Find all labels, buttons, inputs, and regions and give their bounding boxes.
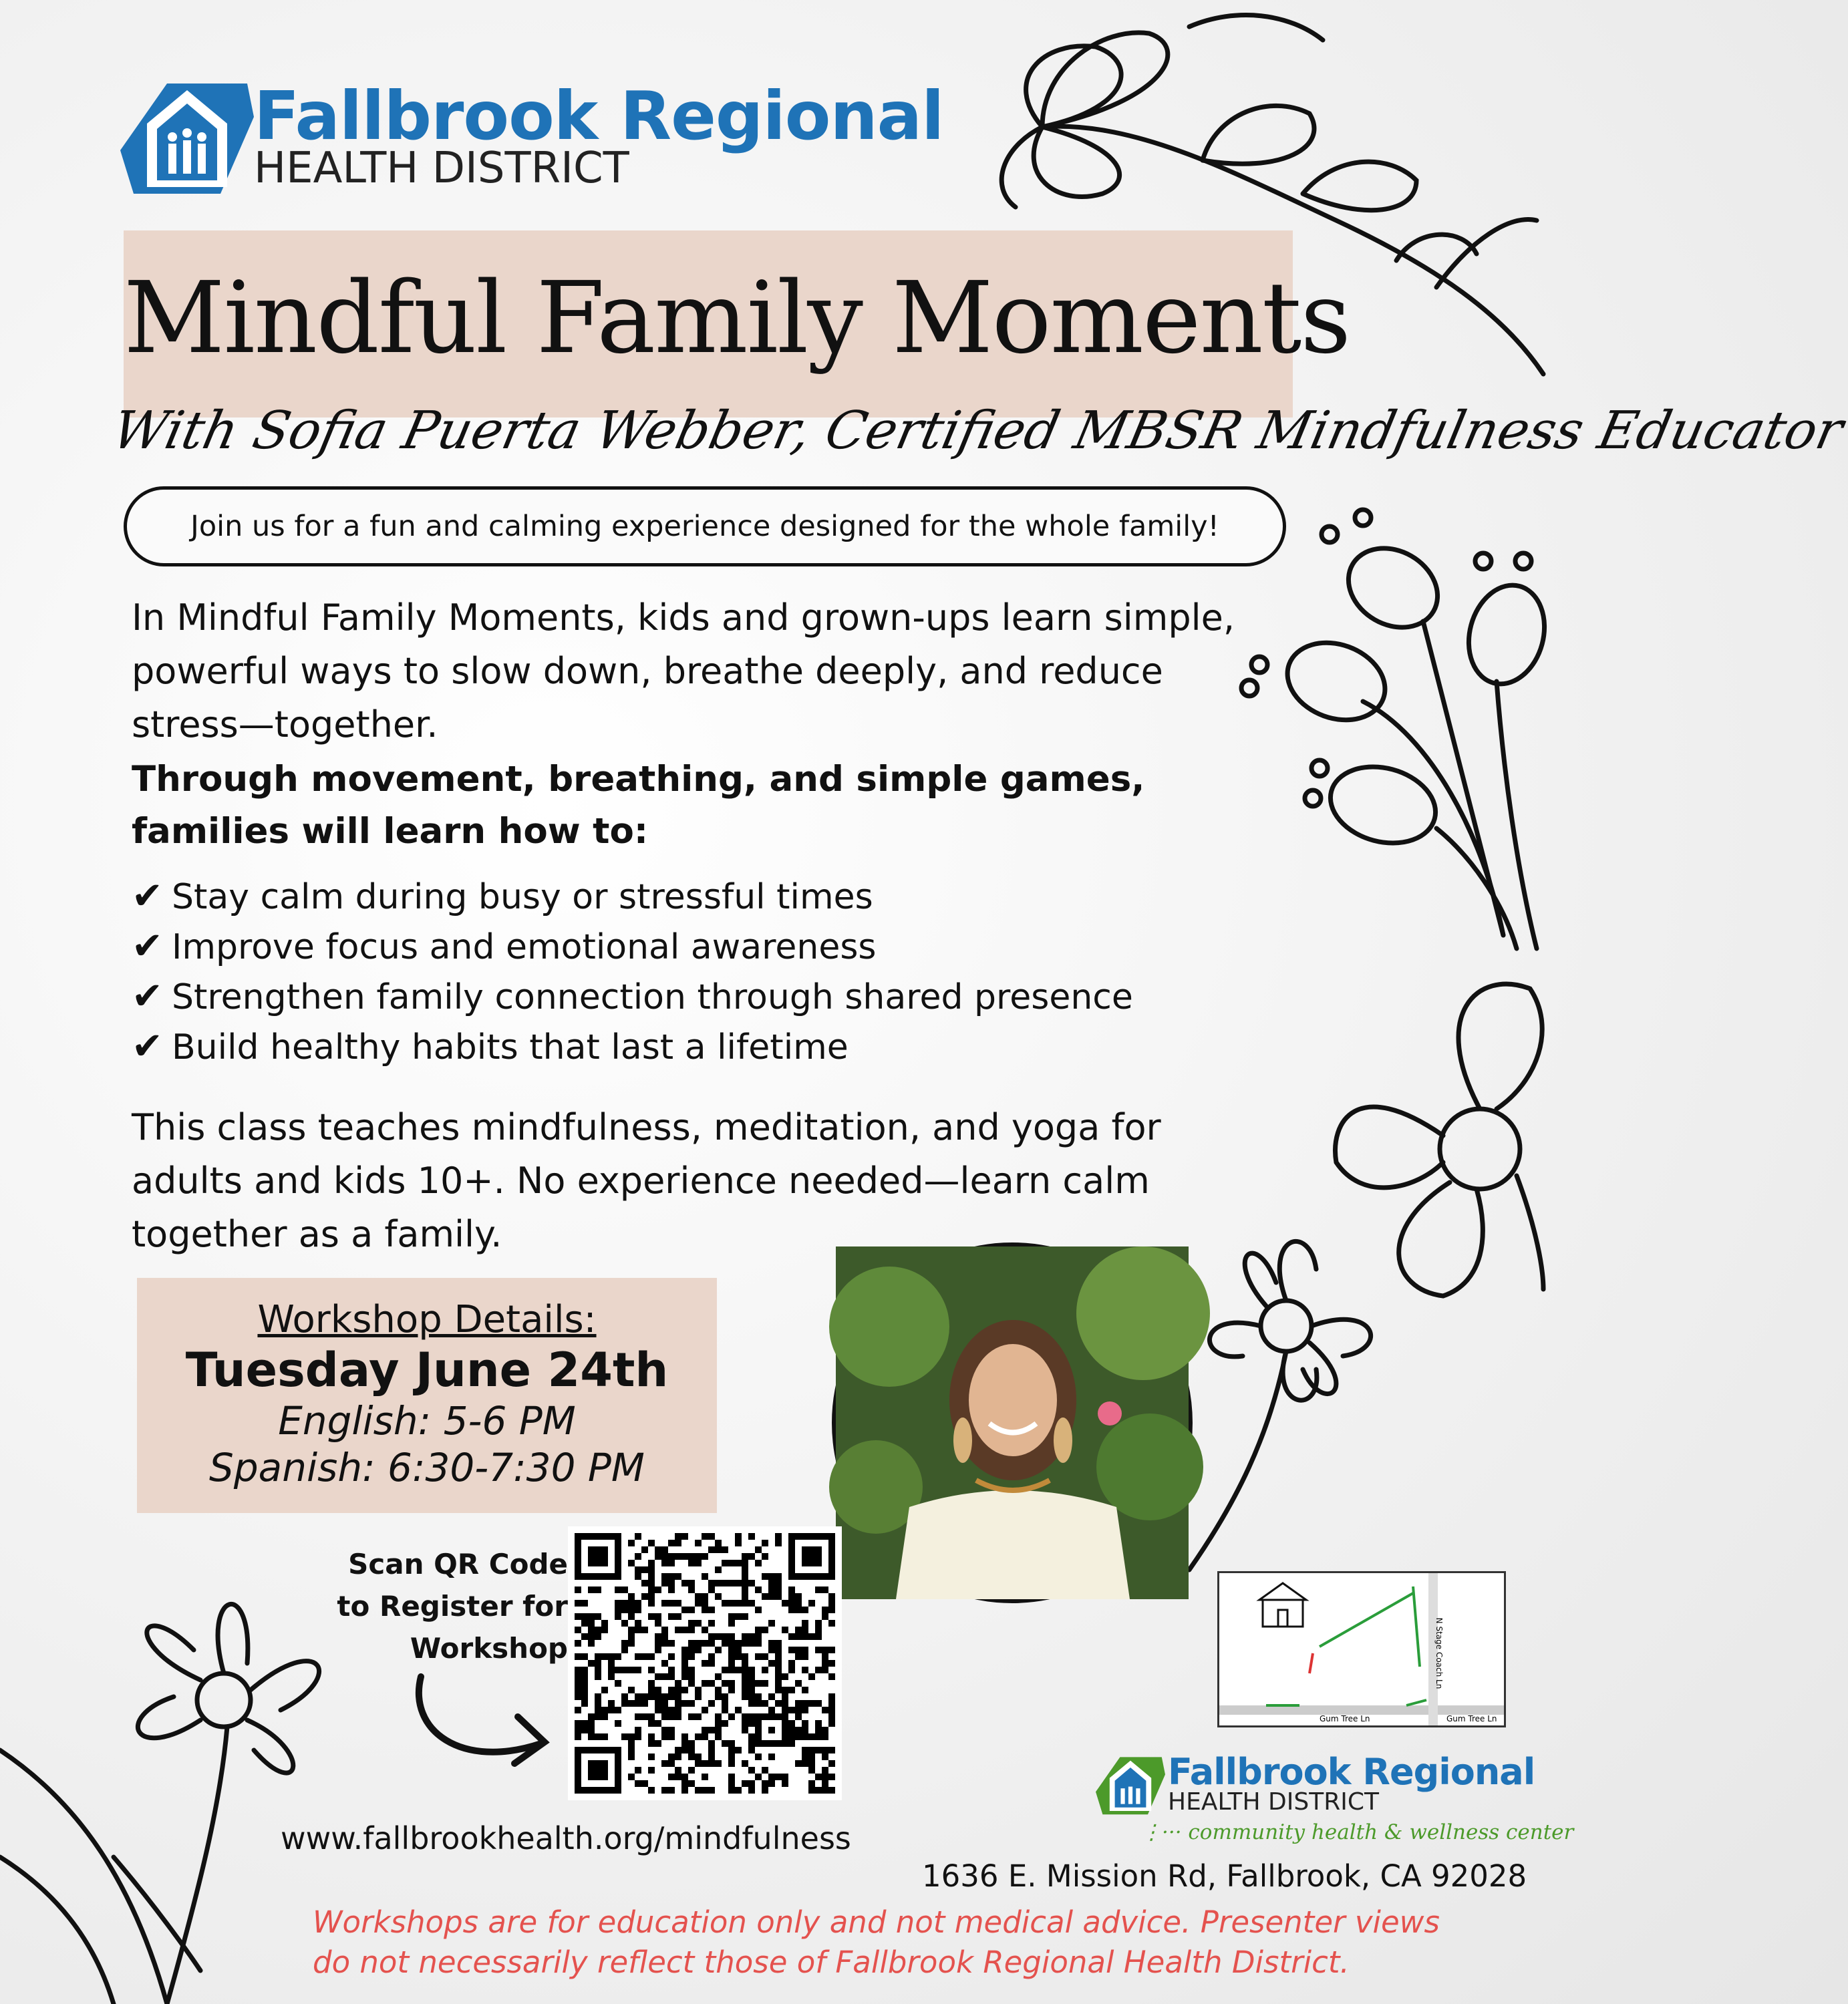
- intro-paragraph: In Mindful Family Moments, kids and grown-ups learn simple, powerful ways to slow down, breathe deeply, and reduce stress—together.: [132, 597, 1235, 745]
- curved-arrow-icon: [408, 1670, 561, 1777]
- page-title: Mindful Family Moments: [124, 261, 1350, 375]
- org-name: Fallbrook Regional: [254, 77, 944, 155]
- lead-heading: Through movement, breathing, and simple games, families will learn how to:: [132, 759, 1145, 852]
- district-emblem-icon: [120, 77, 254, 197]
- workshop-details-box: [137, 1278, 717, 1513]
- register-url[interactable]: www.fallbrookhealth.org/mindfulness: [281, 1820, 851, 1856]
- checkmark-icon: ✔: [132, 975, 163, 1018]
- workshop-heading: Workshop Details:: [257, 1298, 597, 1341]
- wellness-center-logo: [1096, 1751, 1574, 1854]
- tagline-text: Join us for a fun and calming experience designed for the whole family!: [190, 510, 1219, 543]
- presenter-photo: [832, 1242, 1193, 1603]
- checkmark-icon: ✔: [132, 925, 163, 968]
- register-qr-code[interactable]: [568, 1526, 842, 1800]
- qr-instructions: Scan QR Code to Register for Workshop: [337, 1548, 568, 1665]
- location-map: [1217, 1571, 1506, 1727]
- presenter-subtitle: With Sofia Puerta Webber, Certified MBSR Mindfulness Educator: [107, 401, 1848, 461]
- list-item: ✔ Strengthen family connection through shared presence: [132, 972, 1267, 1022]
- disclaimer: Workshops are for education only and not medical advice. Presenter views do not necessarily reflect those of Fallbrook Regional Health District.: [313, 1904, 1440, 1980]
- checkmark-icon: ✔: [132, 874, 163, 918]
- list-item: ✔ Stay calm during busy or stressful times: [132, 872, 1267, 922]
- venue-address: 1636 E. Mission Rd, Fallbrook, CA 92028: [922, 1858, 1527, 1894]
- map-street-label: Gum Tree Ln: [1446, 1714, 1497, 1723]
- benefits-list: [132, 872, 1267, 1072]
- checkmark-icon: ✔: [132, 1025, 163, 1068]
- district-logo: [120, 77, 944, 197]
- list-item: ✔ Improve focus and emotional awareness: [132, 922, 1267, 972]
- list-item: ✔ Build healthy habits that last a lifetime: [132, 1022, 1267, 1072]
- org-subname: HEALTH DISTRICT: [254, 144, 629, 193]
- center-tagline: ⋮··· community health & wellness center: [1141, 1820, 1574, 1844]
- closing-paragraph: This class teaches mindfulness, meditation, and yoga for adults and kids 10+. No experience needed—learn calm together as a family.: [132, 1106, 1161, 1255]
- org-name-small: Fallbrook Regional: [1168, 1751, 1535, 1793]
- english-session-time: English: 5-6 PM: [278, 1398, 576, 1444]
- map-street-label: Gum Tree Ln: [1320, 1714, 1370, 1723]
- workshop-date: Tuesday June 24th: [185, 1343, 669, 1397]
- district-emblem-icon: [1096, 1754, 1165, 1816]
- map-street-label: N Stage Coach Ln: [1434, 1617, 1444, 1689]
- spanish-session-time: Spanish: 6:30-7:30 PM: [209, 1445, 645, 1490]
- org-subname-small: HEALTH DISTRICT: [1168, 1788, 1379, 1816]
- tagline-pill: [124, 486, 1286, 566]
